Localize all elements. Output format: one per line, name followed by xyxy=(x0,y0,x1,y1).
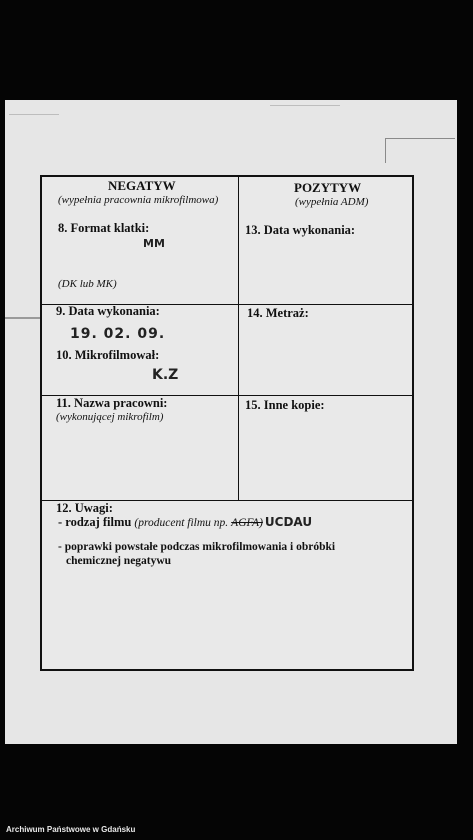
rodzaj-filmu-value: UCDAU xyxy=(264,515,313,529)
pozytyw-title: POZYTYW xyxy=(294,180,362,195)
metraz-label: 14. Metraż: xyxy=(247,306,309,320)
data-wykonania-value: 19. 02. 09. xyxy=(70,326,166,342)
pozytyw-subtitle: (wypełnia ADM) xyxy=(295,196,369,208)
mikrofilmowal-value: K.Z xyxy=(152,367,179,383)
column-divider xyxy=(238,177,239,500)
nazwa-pracowni-hint: (wykonującej mikrofilm) xyxy=(56,411,164,423)
producent-example-struck: AGFA) xyxy=(231,517,263,529)
format-klatki-label: 8. Format klatki: xyxy=(58,221,150,235)
dk-mk-hint: (DK lub MK) xyxy=(58,278,117,290)
format-klatki-value: MM xyxy=(143,237,165,250)
producent-hint: (producent filmu np. xyxy=(134,517,229,529)
rodzaj-filmu-label: - rodzaj filmu xyxy=(58,515,132,529)
rodzaj-filmu-line xyxy=(58,515,312,530)
inne-kopie-label: 15. Inne kopie: xyxy=(245,398,325,412)
pozytyw-data-label: 13. Data wykonania: xyxy=(245,223,356,237)
data-wykonania-label: 9. Data wykonania: xyxy=(56,304,160,318)
scan-mark xyxy=(5,317,41,319)
negatyw-title: NEGATYW xyxy=(108,178,176,193)
scan-mark xyxy=(385,138,386,163)
archive-footer: Archiwum Państwowe w Gdańsku xyxy=(6,825,136,834)
poprawki-line-1: - poprawki powstałe podczas mikrofilmowania i obróbki xyxy=(58,541,336,553)
uwagi-label: 12. Uwagi: xyxy=(56,501,113,515)
microfilm-form xyxy=(40,175,414,671)
nazwa-pracowni-label: 11. Nazwa pracowni: xyxy=(56,396,168,410)
poprawki-line-2: chemicznej negatywu xyxy=(66,555,172,567)
scan-mark xyxy=(385,138,455,139)
negatyw-subtitle: (wypełnia pracownia mikrofilmowa) xyxy=(58,194,219,206)
scan-mark xyxy=(270,105,340,106)
mikrofilmowal-label: 10. Mikrofilmował: xyxy=(56,348,160,362)
scan-mark xyxy=(9,114,59,115)
